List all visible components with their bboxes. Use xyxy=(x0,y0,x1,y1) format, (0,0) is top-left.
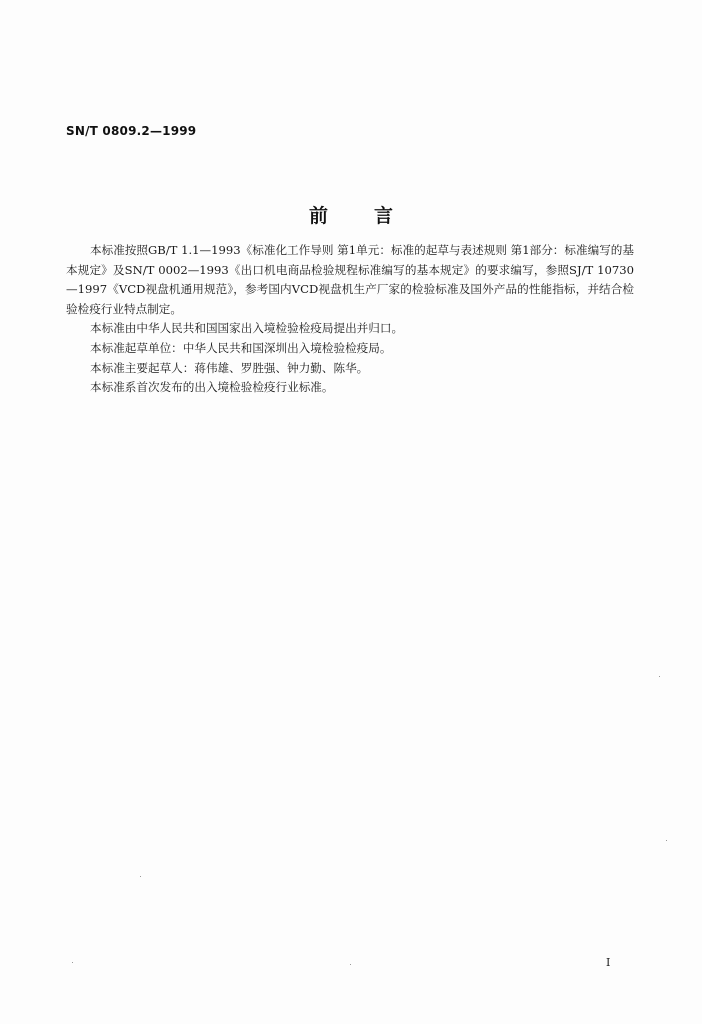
standard-code: SN/T 0809.2—1999 xyxy=(66,124,197,138)
paragraph-drafting-unit: 本标准起草单位：中华人民共和国深圳出入境检验检疫局。 xyxy=(90,340,392,355)
scan-speck xyxy=(72,962,73,963)
page-number: I xyxy=(606,956,611,969)
paragraph-basis: 本标准按照GB/T 1.1—1993《标准化工作导则 第1单元：标准的起草与表述规则 第1部分：标准编写的基本规定》及SN/T 0002—1993《出口机电商品检验规程标准编写的基本规定》的要求编写，参照SJ/T 10730—1997《VCD视盘机通用规范》，参考国内VCD视盘机生产厂家的检验标准及国外产品的性能指标，并结合检验检疫行业特点制定。 xyxy=(66,243,634,316)
paragraph-drafters: 本标准主要起草人：蒋伟雄、罗胜强、钟力勤、陈华。 xyxy=(90,360,369,375)
scan-speck xyxy=(350,964,351,965)
section-title: 前言 xyxy=(308,205,439,227)
scan-speck xyxy=(666,840,667,841)
paragraph-first-release: 本标准系首次发布的出入境检验检疫行业标准。 xyxy=(90,380,334,395)
scan-speck xyxy=(659,676,660,677)
preface-body xyxy=(66,241,634,398)
paragraph-proposer: 本标准由中华人民共和国国家出入境检验检疫局提出并归口。 xyxy=(90,321,404,336)
scan-speck xyxy=(140,876,141,877)
